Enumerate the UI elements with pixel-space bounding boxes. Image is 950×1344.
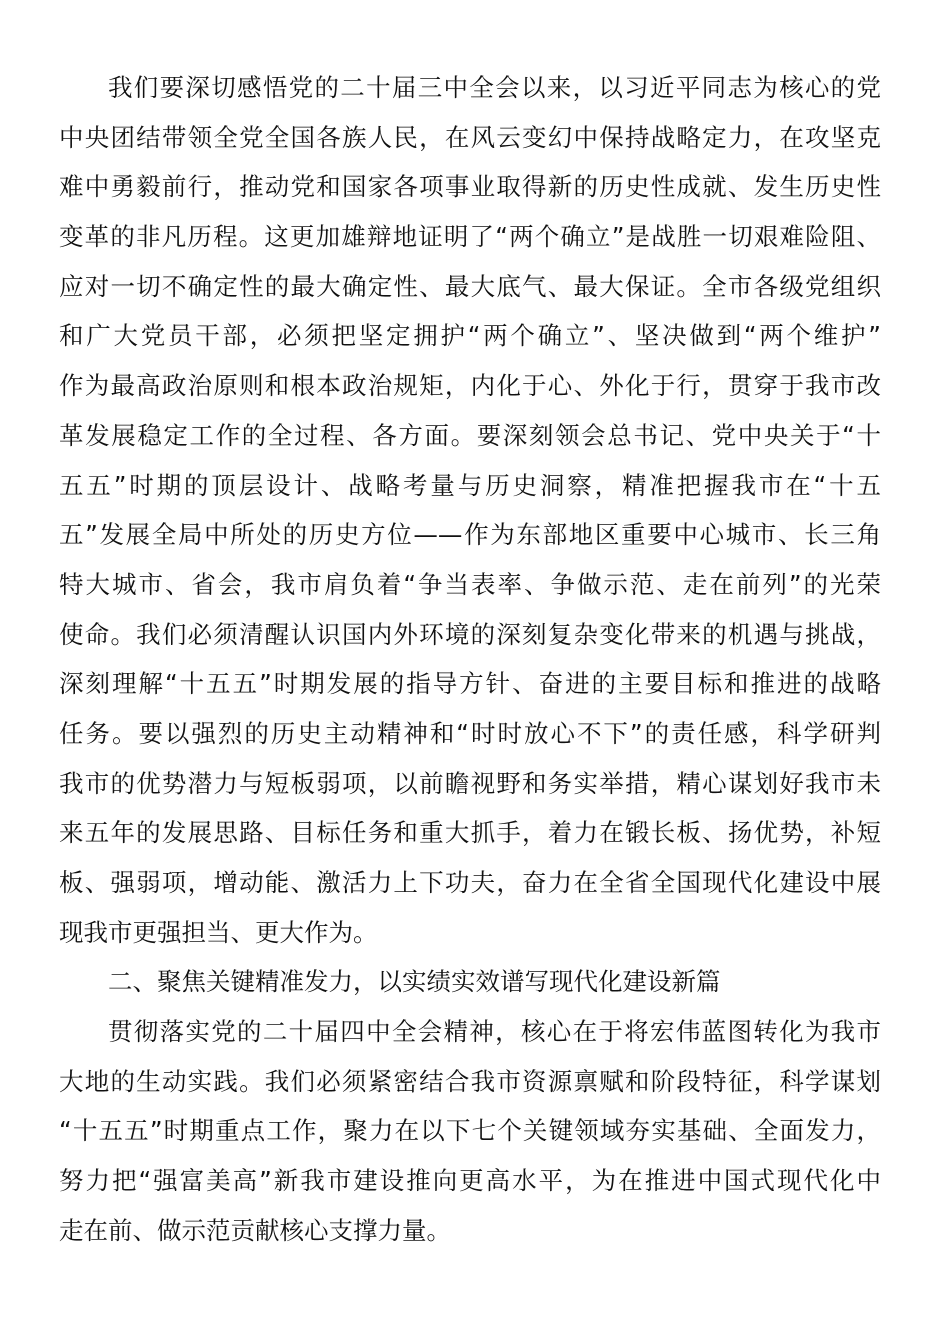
text-line: 大地的生动实践。我们必须紧密结合我市资源禀赋和阶段特征，科学谋划 xyxy=(59,1066,881,1096)
text-line: 作为最高政治原则和根本政治规矩，内化于心、外化于行，贯穿于我市改 xyxy=(59,371,881,401)
text-line: 和广大党员干部，必须把坚定拥护“两个确立”、坚决做到“两个维护” xyxy=(59,321,881,351)
text-line: 应对一切不确定性的最大确定性、最大底气、最大保证。全市各级党组织 xyxy=(59,271,881,301)
text-line: 变革的非凡历程。这更加雄辩地证明了“两个确立”是战胜一切艰难险阻、 xyxy=(59,222,881,252)
body-paragraph-1 xyxy=(59,63,881,957)
text-line: 我们要深切感悟党的二十届三中全会以来，以习近平同志为核心的党 xyxy=(108,73,881,102)
text-line: “十五五”时期重点工作，聚力在以下七个关键领域夯实基础、全面发力， xyxy=(59,1116,881,1146)
text-line: 来五年的发展思路、目标任务和重大抓手，着力在锻长板、扬优势，补短 xyxy=(59,818,881,848)
text-line: 五五”时期的顶层设计、战略考量与历史洞察，精准把握我市在“十五 xyxy=(59,470,881,500)
text-line: 现我市更强担当、更大作为。 xyxy=(59,917,378,947)
body-paragraph-2 xyxy=(59,1007,881,1255)
text-line: 特大城市、省会，我市肩负着“争当表率、争做示范、走在前列”的光荣 xyxy=(59,569,881,599)
text-line: 使命。我们必须清醒认识国内外环境的深刻复杂变化带来的机遇与挑战， xyxy=(59,619,881,649)
text-line: 板、强弱项，增动能、激活力上下功夫，奋力在全省全国现代化建设中展 xyxy=(59,868,881,897)
text-line: 贯彻落实党的二十届四中全会精神，核心在于将宏伟蓝图转化为我市 xyxy=(108,1017,881,1047)
text-line: 走在前、做示范贡献核心支撑力量。 xyxy=(59,1215,451,1245)
text-line: 革发展稳定工作的全过程、各方面。要深刻领会总书记、党中央关于“十 xyxy=(59,420,881,450)
text-line: 任务。要以强烈的历史主动精神和“时时放心不下”的责任感，科学研判 xyxy=(59,718,881,748)
text-line: 努力把“强富美高”新我市建设推向更高水平，为在推进中国式现代化中 xyxy=(59,1166,881,1196)
text-line: 深刻理解“十五五”时期发展的指导方针、奋进的主要目标和推进的战略 xyxy=(59,669,881,699)
heading-text: 二、聚焦关键精准发力，以实绩实效谱写现代化建设新篇 xyxy=(108,967,721,997)
document-page xyxy=(59,63,881,1256)
text-line: 中央团结带领全党全国各族人民，在风云变幻中保持战略定力，在攻坚克 xyxy=(59,122,881,152)
text-line: 我市的优势潜力与短板弱项，以前瞻视野和务实举措，精心谋划好我市未 xyxy=(59,768,881,798)
text-line: 五”发展全局中所处的历史方位——作为东部地区重要中心城市、长三角 xyxy=(59,520,881,550)
text-line: 难中勇毅前行，推动党和国家各项事业取得新的历史性成就、发生历史性 xyxy=(59,172,881,202)
section-heading xyxy=(59,957,881,1007)
